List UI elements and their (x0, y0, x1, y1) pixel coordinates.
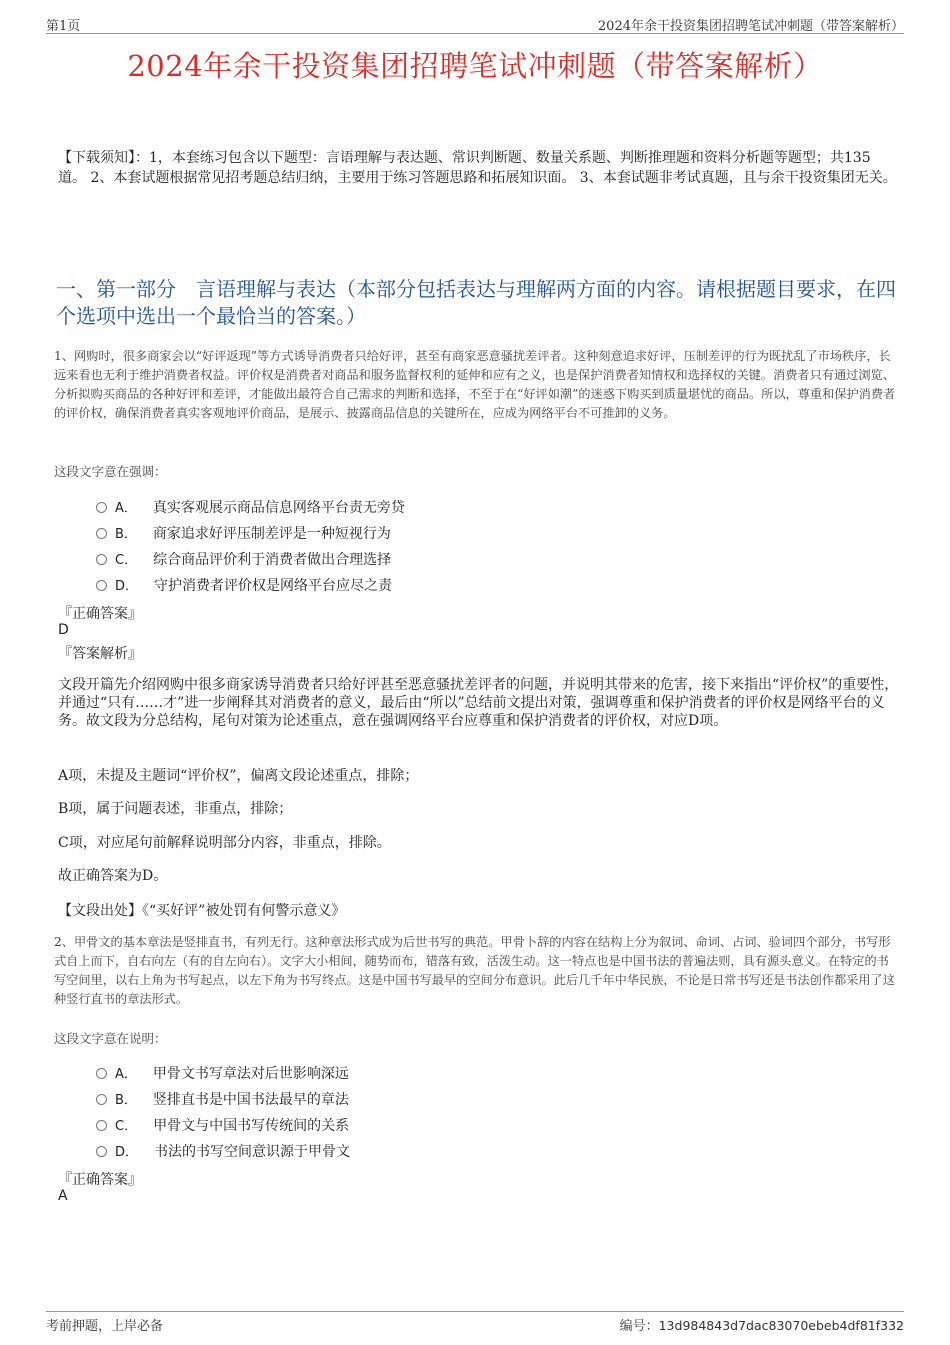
question-2-prompt: 这段文字意在说明： (54, 1031, 167, 1046)
footer-code (620, 1315, 904, 1334)
question-1-answer-label: 『正确答案』 (58, 606, 142, 622)
question-1-option-b[interactable]: B． 商家追求好评压制差评是一种短视行为 (96, 523, 391, 543)
question-1-option-c[interactable]: C． 综合商品评价利于消费者做出合理选择 (96, 549, 391, 569)
question-2-option-a[interactable]: A． 甲骨文书写章法对后世影响深远 (96, 1063, 349, 1083)
question-1-body: 1、网购时，很多商家会以“好评返现”等方式诱导消费者只给好评，甚至有商家恶意骚扰差评者。这种刻意追求好评，压制差评的行为既扰乱了市场秩序，长远来看也无利于维护消费者权益。评价权是消费者对商品和服务监督权利的延伸和应有之义，也是保护消费者知情权和选择权的关键。消费者只有通过浏览、分析拟购买商品的各种好评和差评，才能做出最符合自己需求的判断和选择，不至于在“好评如潮”的迷惑下购买到质量堪忧的商品。所以，尊重和保护消费者的评价权，确保消费者真实客观地评价商品，是展示、披露商品信息的关键所在，应成为网络平台不可推卸的义务。 (54, 349, 896, 420)
question-2-answer: A (58, 1188, 68, 1204)
question-1-option-d[interactable]: D． 守护消费者评价权是网络平台应尽之责 (96, 575, 392, 595)
question-1-note-a: A项，未提及主题词“评价权”，偏离文段论述重点，排除； (58, 768, 419, 784)
question-2-answer-label: 『正确答案』 (58, 1172, 142, 1188)
question-1-analysis: 文段开篇先介绍网购中很多商家诱导消费者只给好评甚至恶意骚扰差评者的问题，并说明其带来的危害，接下来指出“评价权”的重要性，并通过“只有……才”进一步阐释其对消费者的意义，最后由“所以”总结前文提出对策，强调尊重和保护消费者的评价权是网络平台的义务。故文段为分总结构，尾句对策为论述重点，意在强调网络平台应尊重和保护消费者的评价权，对应D项。 (58, 677, 899, 729)
question-1-answer: D (58, 622, 69, 638)
radio-icon[interactable] (96, 1146, 107, 1157)
footer-code-value: 13d984843d7dac83070ebeb4df81f332 (658, 1318, 904, 1333)
question-1-analysis-label: 『答案解析』 (58, 646, 142, 662)
header-doc-title: 2024年余干投资集团招聘笔试冲刺题（带答案解析） (597, 19, 904, 34)
download-notice: 【下载须知】：1，本套练习包含以下题型：言语理解与表达题、常识判断题、数量关系题、判断推理题和资料分析题等题型；共135道。 2、本套试题根据常见招考题总结归纳，主要用于练习答题思路和拓展知识面。 3、本套试题非考试真题，且与余干投资集团无关。 (58, 150, 897, 186)
question-1-source: 【文段出处】《“买好评”被处罚有何警示意义》 (58, 903, 346, 919)
question-1-note-b: B项，属于问题表述，非重点，排除； (58, 801, 293, 817)
question-2-option-b[interactable]: B． 竖排直书是中国书法最早的章法 (96, 1089, 349, 1109)
page-number: 第1页 (46, 19, 81, 34)
document-title: 2024年余干投资集团招聘笔试冲刺题（带答案解析） (127, 49, 823, 83)
question-1-conclusion: 故正确答案为D。 (58, 868, 168, 884)
radio-icon[interactable] (96, 1094, 107, 1105)
radio-icon[interactable] (96, 580, 107, 591)
radio-icon[interactable] (96, 528, 107, 539)
section-heading: 一、第一部分 言语理解与表达（本部分包括表达与理解两方面的内容。请根据题目要求，在四个选项中选出一个最恰当的答案。） (56, 277, 896, 328)
question-2-option-c[interactable]: C． 甲骨文与中国书写传统间的关系 (96, 1115, 349, 1135)
question-1-note-c: C项，对应尾句前解释说明部分内容，非重点，排除。 (58, 835, 391, 851)
question-1-option-a[interactable]: A． 真实客观展示商品信息网络平台责无旁贷 (96, 497, 405, 517)
radio-icon[interactable] (96, 1120, 107, 1131)
question-1-prompt: 这段文字意在强调： (54, 464, 167, 479)
footer-slogan: 考前押题，上岸必备 (46, 1319, 164, 1334)
question-2-body: 2、甲骨文的基本章法是竖排直书，有列无行。这种章法形式成为后世书写的典范。甲骨卜辞的内容在结构上分为叙词、命词、占词、验词四个部分，书写形式自上而下，自右向左（有的自左向右）。文字大小相间，随势而布，错落有致，活泼生动。这一特点也是中国书法的普遍法则，具有源头意义。在特定的书写空间里，以右上角为书写起点，以左下角为书写终点。这是中国书写最早的空间分布意识。此后几千年中华民族，不论是日常书写还是书法创作都采用了这种竖行直书的章法形式。 (54, 935, 895, 1006)
radio-icon[interactable] (96, 1068, 107, 1079)
radio-icon[interactable] (96, 502, 107, 513)
footer-code-label: 编号： (619, 1319, 659, 1334)
page-header (46, 14, 904, 34)
radio-icon[interactable] (96, 554, 107, 565)
question-2-option-d[interactable]: D． 书法的书写空间意识源于甲骨文 (96, 1141, 350, 1161)
page-footer (46, 1311, 904, 1334)
